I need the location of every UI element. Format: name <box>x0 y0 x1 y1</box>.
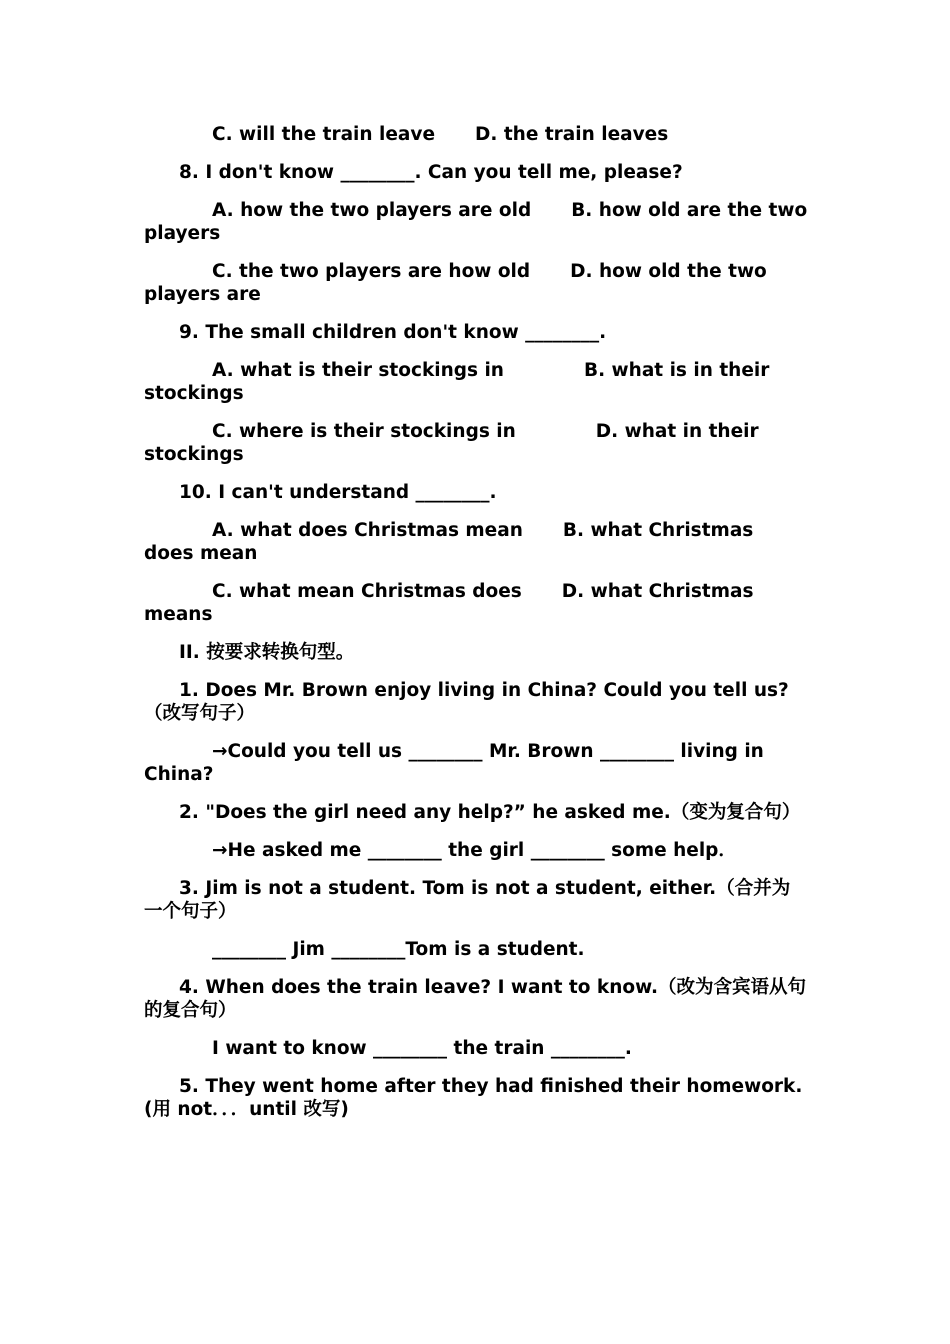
option-row-q9-cd <box>144 420 808 466</box>
option-row-q10-cd <box>144 580 808 626</box>
option-text: B. what is in their stockings <box>144 360 770 404</box>
option-text: D. the train leaves <box>475 124 669 145</box>
option-text: C. where is their stockings in <box>212 421 516 442</box>
option-row-q7-cd <box>144 123 808 146</box>
answer-line-4: I want to know ________ the train ________. <box>212 1038 632 1059</box>
worksheet-page <box>144 123 808 1136</box>
section-heading: II. 按要求转换句型。 <box>179 642 355 663</box>
option-row-q9-ab <box>144 359 808 405</box>
answer-line-1: →Could you tell us ________ Mr. Brown ________ living in China? <box>144 741 764 785</box>
transform-2: 2. "Does the girl need any help?” he asked me.（变为复合句） <box>179 802 801 823</box>
transform-5: 5. They went home after they had finished their homework. (用 not．．．until 改写) <box>144 1076 803 1120</box>
option-text: D. how old the two players are <box>144 261 767 305</box>
option-text: C. what mean Christmas does <box>212 581 522 602</box>
option-text: D. what Christmas means <box>144 581 754 625</box>
question-10: 10. I can't understand ________. <box>179 482 497 503</box>
option-row-q8-cd <box>144 260 808 306</box>
transform-3: 3. Jim is not a student. Tom is not a student, either.（合并为一个句子） <box>144 878 791 922</box>
answer-line-2: →He asked me ________ the girl ________ some help． <box>212 840 737 861</box>
option-text: A. how the two players are old <box>212 200 532 221</box>
option-row-q10-ab <box>144 519 808 565</box>
transform-4: 4. When does the train leave? I want to know.（改为含宾语从句的复合句） <box>144 977 807 1021</box>
question-8: 8. I don't know ________. Can you tell me, please? <box>179 162 683 183</box>
transform-1: 1. Does Mr. Brown enjoy living in China? Could you tell us?（改写句子） <box>144 680 789 724</box>
option-text: C. will the train leave <box>212 124 435 145</box>
question-9: 9. The small children don't know ________. <box>179 322 607 343</box>
option-row-q8-ab <box>144 199 808 245</box>
option-text: A. what does Christmas mean <box>212 520 523 541</box>
option-text: A. what is their stockings in <box>212 360 504 381</box>
option-text: D. what in their stockings <box>144 421 759 465</box>
option-text: B. how old are the two players <box>144 200 808 244</box>
option-text: B. what Christmas does mean <box>144 520 754 564</box>
answer-line-3: ________ Jim ________Tom is a student. <box>212 939 585 960</box>
option-text: C. the two players are how old <box>212 261 531 282</box>
